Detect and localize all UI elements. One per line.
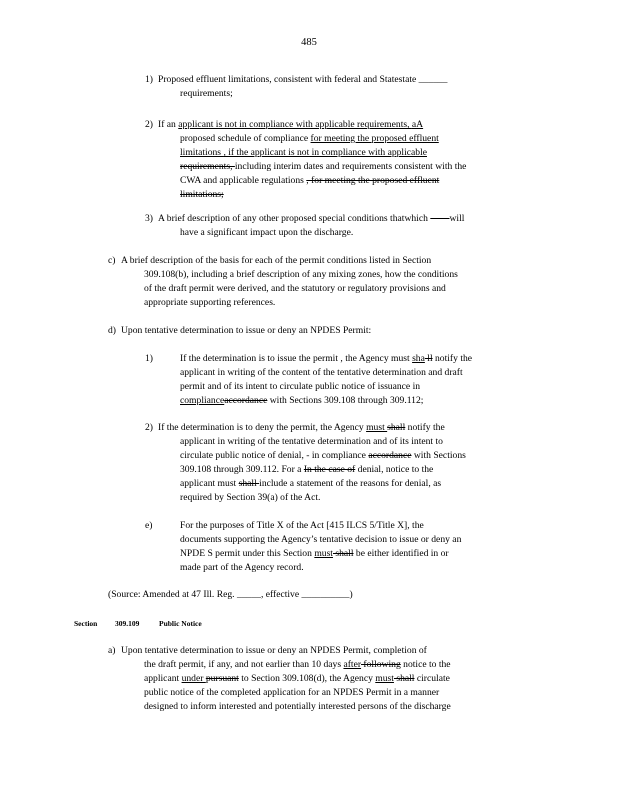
item-d2-l5-strike: shall xyxy=(238,478,260,489)
item-b2-line4 xyxy=(158,160,540,174)
item-b1-line2: requirements; xyxy=(180,88,233,99)
item-e-text xyxy=(180,519,540,575)
section-label: Section xyxy=(74,619,98,628)
item-d1-line1 xyxy=(180,352,540,366)
item-d2-line2: applicant in writing of the tentative determination and of its intent to xyxy=(180,436,443,447)
item-d2-l4-a: 309.108 through 309.112. For a xyxy=(180,464,304,475)
item-b2-label: 2) xyxy=(145,119,153,130)
item-d1-l4-strike: accordance xyxy=(224,395,268,406)
item-d2-line1 xyxy=(158,421,540,435)
item-b1-label: 1) xyxy=(145,74,153,85)
item-d1-l1-ll: ll xyxy=(424,353,433,364)
item-b1-text xyxy=(158,73,508,101)
item-a-l3-c: circulate xyxy=(414,673,450,684)
item-b3-l1-will: will xyxy=(449,213,465,224)
item-b2-l3-insert2: , if the applicant is not in compliance with applicable xyxy=(223,147,427,158)
item-b2-text xyxy=(158,118,540,202)
item-b2-l2-insert: for meeting the proposed effluent xyxy=(310,133,439,144)
item-b2-l5-a: CWA and applicable regulations xyxy=(180,175,307,186)
item-d1-label: 1) xyxy=(145,353,153,364)
item-b2-l5-strike: , for meeting the proposed effluent xyxy=(306,175,440,186)
item-b3-text xyxy=(158,212,540,240)
item-a-l3-a: applicant xyxy=(144,673,182,684)
item-d1-l1-a: If the determination is to issue the permit , the Agency must xyxy=(180,353,413,364)
source-note: (Source: Amended at 47 Ill. Reg. _____, effective __________) xyxy=(108,589,353,600)
item-b2-l1-aA: aA xyxy=(411,119,424,130)
item-b1-l1-text: Proposed effluent limitations, consistent with federal and Statestate xyxy=(158,74,417,85)
item-b3-label: 3) xyxy=(145,213,153,224)
item-d2-l5-a: applicant must xyxy=(180,478,239,489)
item-e-label: e) xyxy=(145,520,153,531)
item-d2-l3-strike: accordance xyxy=(368,450,412,461)
item-c-line3: of the draft permit were derived, and the statutory or regulatory provisions and xyxy=(144,283,446,294)
item-a-label: a) xyxy=(108,645,116,656)
item-a-text xyxy=(121,644,526,714)
item-d2-l1-a: If the determination is to deny the permit, the Agency xyxy=(158,422,367,433)
item-b2-l2-a: proposed schedule of compliance xyxy=(180,133,311,144)
item-b3-l1-which: which xyxy=(404,213,428,224)
item-a-l2-following: following xyxy=(361,659,401,670)
item-a-line2 xyxy=(121,658,526,672)
item-c-line2: 309.108(b), including a brief description of any mixing zones, how the conditions xyxy=(144,269,458,280)
item-b2-line5 xyxy=(158,174,540,188)
item-d1-line2: applicant in writing of the content of the tentative determination and draft xyxy=(180,367,463,378)
item-c-line4: appropriate supporting references. xyxy=(144,297,276,308)
item-d2-l1-shall: shall xyxy=(387,422,406,433)
item-d-text: Upon tentative determination to issue or deny an NPDES Permit: xyxy=(121,325,372,336)
item-e-l3-b: be either identified in or xyxy=(353,548,449,559)
item-a-l3-under: under xyxy=(181,673,206,684)
item-d2-label: 2) xyxy=(145,422,153,433)
item-d2-text xyxy=(158,421,540,505)
item-e-line1: For the purposes of Title X of the Act [415 ILCS 5/Title X], the xyxy=(180,520,424,531)
item-d1-line4 xyxy=(180,394,540,408)
item-b2-l4-strike: requirements, xyxy=(180,161,235,172)
item-c-label: c) xyxy=(108,255,116,266)
item-d2-l4-strike: In the case of xyxy=(303,464,356,475)
item-c-text xyxy=(121,254,536,310)
item-e-l3-must: must xyxy=(314,548,333,559)
item-b2-l1-a: If an xyxy=(158,119,179,130)
item-b2-l4-b: including interim dates and requirements consistent with the xyxy=(234,161,467,172)
item-a-line4: public notice of the completed application for an NPDES Permit in a manner xyxy=(144,687,440,698)
item-d1-l4-insert: compliance xyxy=(180,395,225,406)
item-a-l3-shall: shall xyxy=(393,673,415,684)
item-b3-l1-a: A brief description of any other proposed special conditions that xyxy=(158,213,405,224)
item-b3-line1 xyxy=(158,212,540,226)
section-title: Public Notice xyxy=(159,619,202,628)
item-b3-l1-rule xyxy=(430,213,449,224)
item-d2-line4 xyxy=(158,463,540,477)
item-e-l3-shall: shall xyxy=(332,548,354,559)
item-d1-text xyxy=(180,352,540,408)
item-a-line3 xyxy=(121,672,526,686)
item-a-l2-a: the draft permit, if any, and not earlier than 10 days xyxy=(144,659,344,670)
item-d2-l1-b: notify the xyxy=(405,422,445,433)
item-b2-line3 xyxy=(158,146,540,160)
item-a-l2-b: notice to the xyxy=(400,659,451,670)
item-d1-l1-b: notify the xyxy=(432,353,473,364)
item-b2-line1 xyxy=(158,118,540,132)
item-e-l3-a: NPDE S permit under this Section xyxy=(180,548,315,559)
item-a-line1: Upon tentative determination to issue or deny an NPDES Permit, completion of xyxy=(121,645,427,656)
item-d2-l3-b: with Sections xyxy=(411,450,466,461)
item-b1-blank: ______ xyxy=(418,74,448,85)
item-d1-l1-sha: sha xyxy=(412,353,425,364)
item-b1-line1 xyxy=(158,73,508,87)
item-e-line3 xyxy=(180,547,540,561)
item-b2-l3-insert: limitations xyxy=(180,147,224,158)
item-b2-l1-insert: applicant is not in compliance with applicable requirements, xyxy=(178,119,412,130)
item-d2-l5-b: include a statement of the reasons for denial, as xyxy=(259,478,442,489)
page-number: 485 xyxy=(301,37,317,48)
item-d2-line3 xyxy=(158,449,540,463)
item-e-line4: made part of the Agency record. xyxy=(180,562,304,573)
item-a-l3-must: must xyxy=(375,673,394,684)
item-d1-line3: permit and of its intent to circulate public notice of issuance in xyxy=(180,381,421,392)
item-c-line1: A brief description of the basis for each of the permit conditions listed in Section xyxy=(121,255,432,266)
item-d1-l4-b: with Sections 309.108 through 309.112; xyxy=(267,395,424,406)
item-a-line5: designed to inform interested and potentially interested persons of the discharge xyxy=(144,701,451,712)
section-number: 309.109 xyxy=(115,619,140,628)
item-b2-line2 xyxy=(158,132,540,146)
item-d-label: d) xyxy=(108,325,116,336)
item-d2-l3-a: circulate public notice of denial, - in compliance xyxy=(180,450,369,461)
item-e-line2: documents supporting the Agency’s tentative decision to issue or deny an xyxy=(180,534,462,545)
item-d2-l1-must: must xyxy=(366,422,388,433)
item-b2-line6: limitations; xyxy=(180,189,224,200)
item-d2-line6: required by Section 39(a) of the Act. xyxy=(180,492,321,503)
item-a-l3-b: to Section 309.108(d), the Agency xyxy=(238,673,376,684)
item-a-l3-pursuant: pursuant xyxy=(205,673,239,684)
item-a-l2-after: after xyxy=(343,659,362,670)
item-b3-line2: have a significant impact upon the discharge. xyxy=(180,227,354,238)
item-d2-line5 xyxy=(158,477,540,491)
item-d2-l4-b: denial, notice to the xyxy=(355,464,434,475)
